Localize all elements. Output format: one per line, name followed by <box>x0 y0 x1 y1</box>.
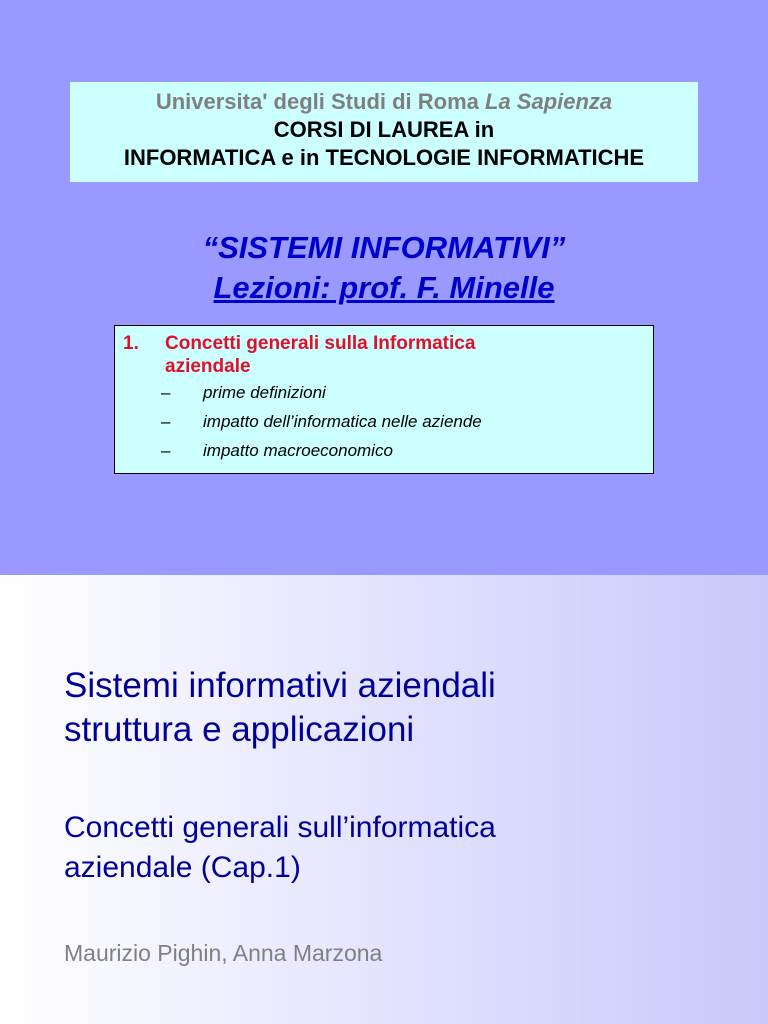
topic-number: 1. <box>123 333 139 354</box>
topic-main-line2: aziendale <box>165 356 251 377</box>
course-lecturer: Lezioni: prof. F. Minelle <box>213 270 555 305</box>
course-title: “SISTEMI INFORMATIVI” <box>202 230 566 265</box>
dash-bullet: – <box>161 412 171 431</box>
book-subtitle-line1: Concetti generali sull’informatica <box>64 811 496 844</box>
university-prefix: Universita' degli Studi di Roma <box>155 89 486 114</box>
list-item <box>123 407 653 436</box>
sub-item-text: impatto dell’informatica nelle aziende <box>203 412 482 431</box>
book-title <box>64 664 744 752</box>
list-item <box>123 378 653 407</box>
topic-main-line1: Concetti generali sulla Informatica <box>165 333 476 354</box>
topics-box <box>114 325 654 474</box>
book-title-line1: Sistemi informativi aziendali <box>64 666 496 705</box>
dash-bullet: – <box>161 383 171 402</box>
sub-item-text: prime definizioni <box>203 383 326 402</box>
degree-names-line: INFORMATICA e in TECNOLOGIE INFORMATICHE <box>123 145 645 170</box>
book-subtitle-line2: aziendale (Cap.1) <box>64 851 301 884</box>
sub-item-text: impatto macroeconomico <box>203 441 393 460</box>
course-title-block <box>0 228 768 308</box>
university-line <box>70 88 698 116</box>
degree-courses-line: CORSI DI LAUREA in <box>273 117 495 142</box>
authors: Maurizio Pighin, Anna Marzona <box>64 940 383 966</box>
book-title-line2: struttura e applicazioni <box>64 710 415 749</box>
dash-bullet: – <box>161 441 171 460</box>
topic-main-item <box>123 332 653 378</box>
university-header-box <box>70 82 698 182</box>
book-subtitle <box>64 808 744 888</box>
list-item <box>123 436 653 465</box>
university-name: La Sapienza <box>485 89 613 114</box>
